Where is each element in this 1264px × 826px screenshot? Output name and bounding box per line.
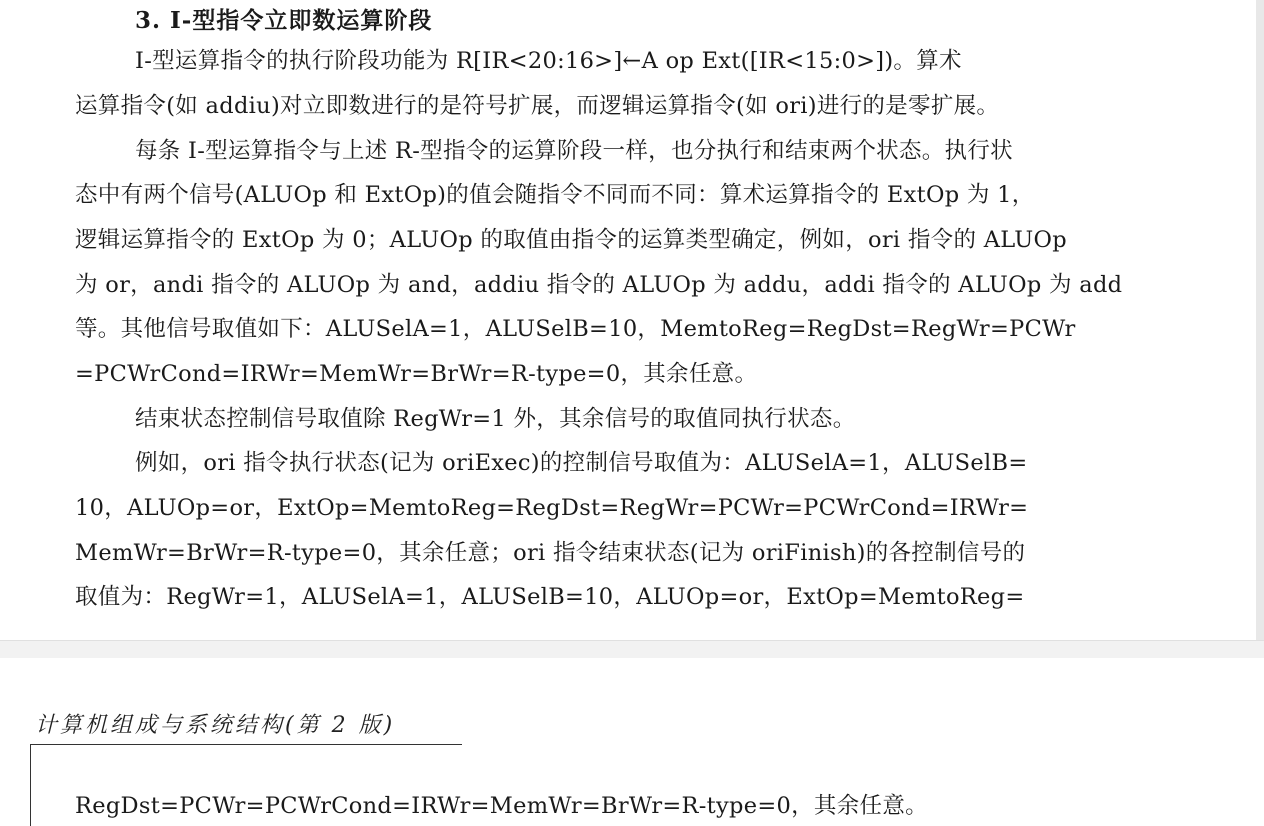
- text-line: 态中有两个信号(ALUOp 和 ExtOp)的值会随指令不同而不同：算术运算指令的 ExtOp 为 1，: [75, 182, 1035, 208]
- header-vertical-rule: [30, 744, 31, 826]
- text-line: 取值为：RegWr=1，ALUSelA=1，ALUSelB=10，ALUOp=or，ExtOp=MemtoReg=: [75, 584, 1025, 610]
- section-heading: 3. I-型指令立即数运算阶段: [135, 7, 433, 34]
- text-line: MemWr=BrWr=R-type=0，其余任意；ori 指令结束状态(记为 oriFinish)的各控制信号的: [75, 540, 1026, 566]
- text-line: 例如，ori 指令执行状态(记为 oriExec)的控制信号取值为：ALUSelA=1，ALUSelB=: [135, 450, 1028, 476]
- text-line: RegDst=PCWr=PCWrCond=IRWr=MemWr=BrWr=R-type=0，其余任意。: [75, 793, 928, 819]
- text-line: I-型运算指令的执行阶段功能为 R[IR<20:16>]←A op Ext([IR<15:0>])。算术: [135, 48, 962, 74]
- header-rule: [30, 744, 462, 745]
- page-gap: [0, 640, 1264, 659]
- text-line: 每条 I-型运算指令与上述 R-型指令的运算阶段一样，也分执行和结束两个状态。执行状: [135, 138, 1013, 164]
- text-line: 逻辑运算指令的 ExtOp 为 0；ALUOp 的取值由指令的运算类型确定，例如，ori 指令的 ALUOp: [75, 227, 1067, 253]
- text-line: 10，ALUOp=or，ExtOp=MemtoReg=RegDst=RegWr=PCWr=PCWrCond=IRWr=: [75, 495, 1029, 521]
- text-line: 为 or，andi 指令的 ALUOp 为 and，addiu 指令的 ALUOp 为 addu，addi 指令的 ALUOp 为 add: [75, 272, 1123, 298]
- text-line: =PCWrCond=IRWr=MemWr=BrWr=R-type=0，其余任意。: [75, 361, 758, 387]
- text-line: 结束状态控制信号取值除 RegWr=1 外，其余信号的取值同执行状态。: [135, 406, 856, 432]
- page-edge: [1256, 0, 1264, 640]
- text-line: 运算指令(如 addiu)对立即数进行的是符号扩展，而逻辑运算指令(如 ori)进行的是零扩展。: [75, 93, 1000, 119]
- running-header: 计算机组成与系统结构(第 2 版): [35, 713, 396, 738]
- text-line: 等。其他信号取值如下：ALUSelA=1，ALUSelB=10，MemtoReg=RegDst=RegWr=PCWr: [75, 316, 1076, 342]
